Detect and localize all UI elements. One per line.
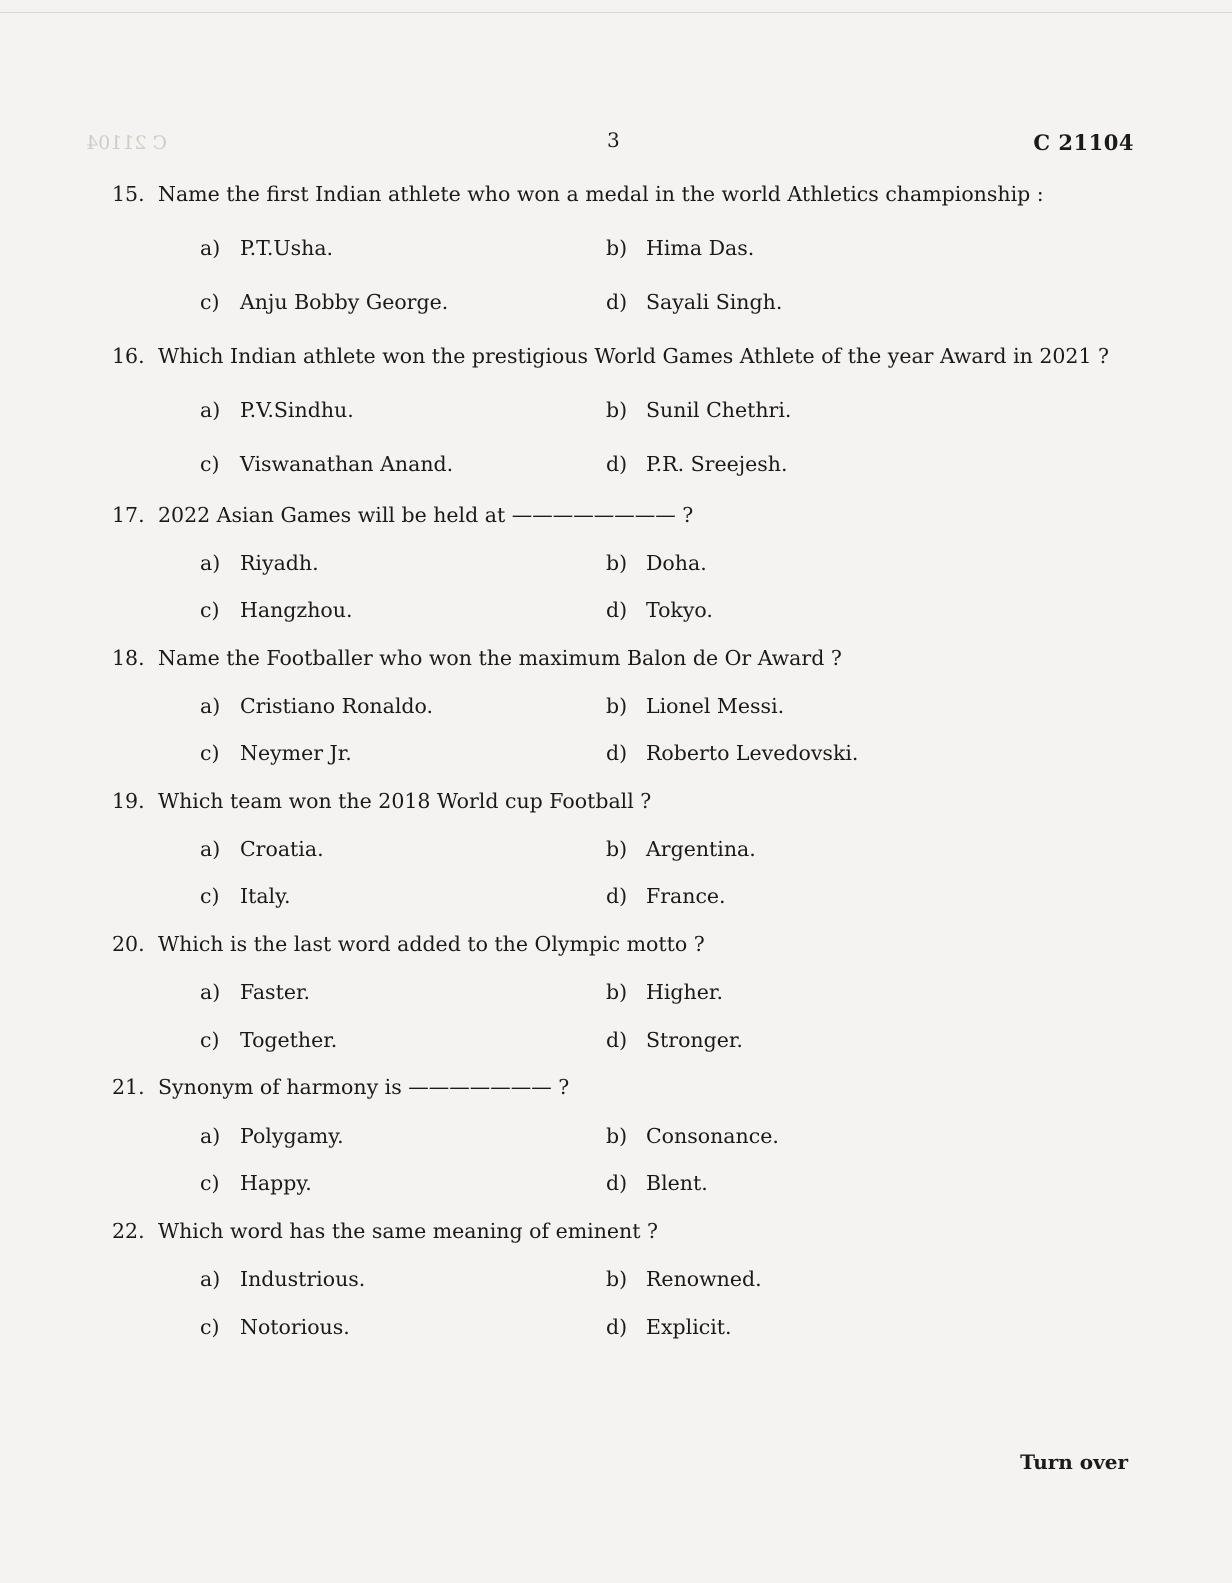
option-22b: b) Renowned. <box>606 1267 762 1291</box>
question-text: Which is the last word added to the Olympic motto ? <box>158 932 705 956</box>
question-21 <box>112 1075 569 1099</box>
question-text: Name the first Indian athlete who won a medal in the world Athletics championship : <box>158 182 1044 206</box>
question-15 <box>112 182 1044 206</box>
page-number: 3 <box>607 128 620 152</box>
question-number: 16. <box>112 344 145 368</box>
option-17d: d) Tokyo. <box>606 598 713 622</box>
question-text: Which Indian athlete won the prestigious World Games Athlete of the year Award in 2021 ? <box>158 344 1110 368</box>
option-19a: a) Croatia. <box>200 837 324 861</box>
option-19c: c) Italy. <box>200 884 291 908</box>
option-21a: a) Polygamy. <box>200 1124 344 1148</box>
option-15a: a) P.T.Usha. <box>200 236 334 260</box>
question-text: Name the Footballer who won the maximum Balon de Or Award ? <box>158 646 842 670</box>
question-19 <box>112 789 651 813</box>
option-21d: d) Blent. <box>606 1171 708 1195</box>
question-number: 18. <box>112 646 145 670</box>
option-17c: c) Hangzhou. <box>200 598 353 622</box>
question-18 <box>112 646 842 670</box>
question-text: 2022 Asian Games will be held at ———————— ? <box>158 503 694 527</box>
option-19d: d) France. <box>606 884 726 908</box>
option-22a: a) Industrious. <box>200 1267 366 1291</box>
question-text: Which word has the same meaning of eminent ? <box>158 1219 658 1243</box>
option-20b: b) Higher. <box>606 980 723 1004</box>
question-number: 22. <box>112 1219 145 1243</box>
option-16c: c) Viswanathan Anand. <box>200 452 454 476</box>
option-16d: d) P.R. Sreejesh. <box>606 452 788 476</box>
question-text: Synonym of harmony is ——————— ? <box>158 1075 570 1099</box>
option-17b: b) Doha. <box>606 551 707 575</box>
option-22d: d) Explicit. <box>606 1315 732 1339</box>
question-number: 19. <box>112 789 145 813</box>
option-16b: b) Sunil Chethri. <box>606 398 792 422</box>
option-20d: d) Stronger. <box>606 1028 743 1052</box>
option-19b: b) Argentina. <box>606 837 756 861</box>
option-20c: c) Together. <box>200 1028 338 1052</box>
option-21c: c) Happy. <box>200 1171 312 1195</box>
question-text: Which team won the 2018 World cup Football ? <box>158 789 652 813</box>
option-20a: a) Faster. <box>200 980 311 1004</box>
option-21b: b) Consonance. <box>606 1124 779 1148</box>
option-15c: c) Anju Bobby George. <box>200 290 449 314</box>
option-22c: c) Notorious. <box>200 1315 350 1339</box>
option-15d: d) Sayali Singh. <box>606 290 783 314</box>
option-15b: b) Hima Das. <box>606 236 755 260</box>
question-20 <box>112 932 705 956</box>
option-18a: a) Cristiano Ronaldo. <box>200 694 434 718</box>
option-18b: b) Lionel Messi. <box>606 694 785 718</box>
question-number: 15. <box>112 182 145 206</box>
question-22 <box>112 1219 658 1243</box>
paper-code: C 21104 <box>1033 130 1134 155</box>
question-16 <box>112 344 1109 368</box>
turn-over-note: Turn over <box>1020 1450 1128 1474</box>
question-number: 17. <box>112 503 145 527</box>
question-number: 21. <box>112 1075 145 1099</box>
question-number: 20. <box>112 932 145 956</box>
option-18d: d) Roberto Levedovski. <box>606 741 859 765</box>
top-edge-line <box>0 12 1232 13</box>
option-18c: c) Neymer Jr. <box>200 741 352 765</box>
option-17a: a) Riyadh. <box>200 551 319 575</box>
question-17 <box>112 503 693 527</box>
option-16a: a) P.V.Sindhu. <box>200 398 354 422</box>
show-through-text: C 21104 <box>86 132 168 154</box>
